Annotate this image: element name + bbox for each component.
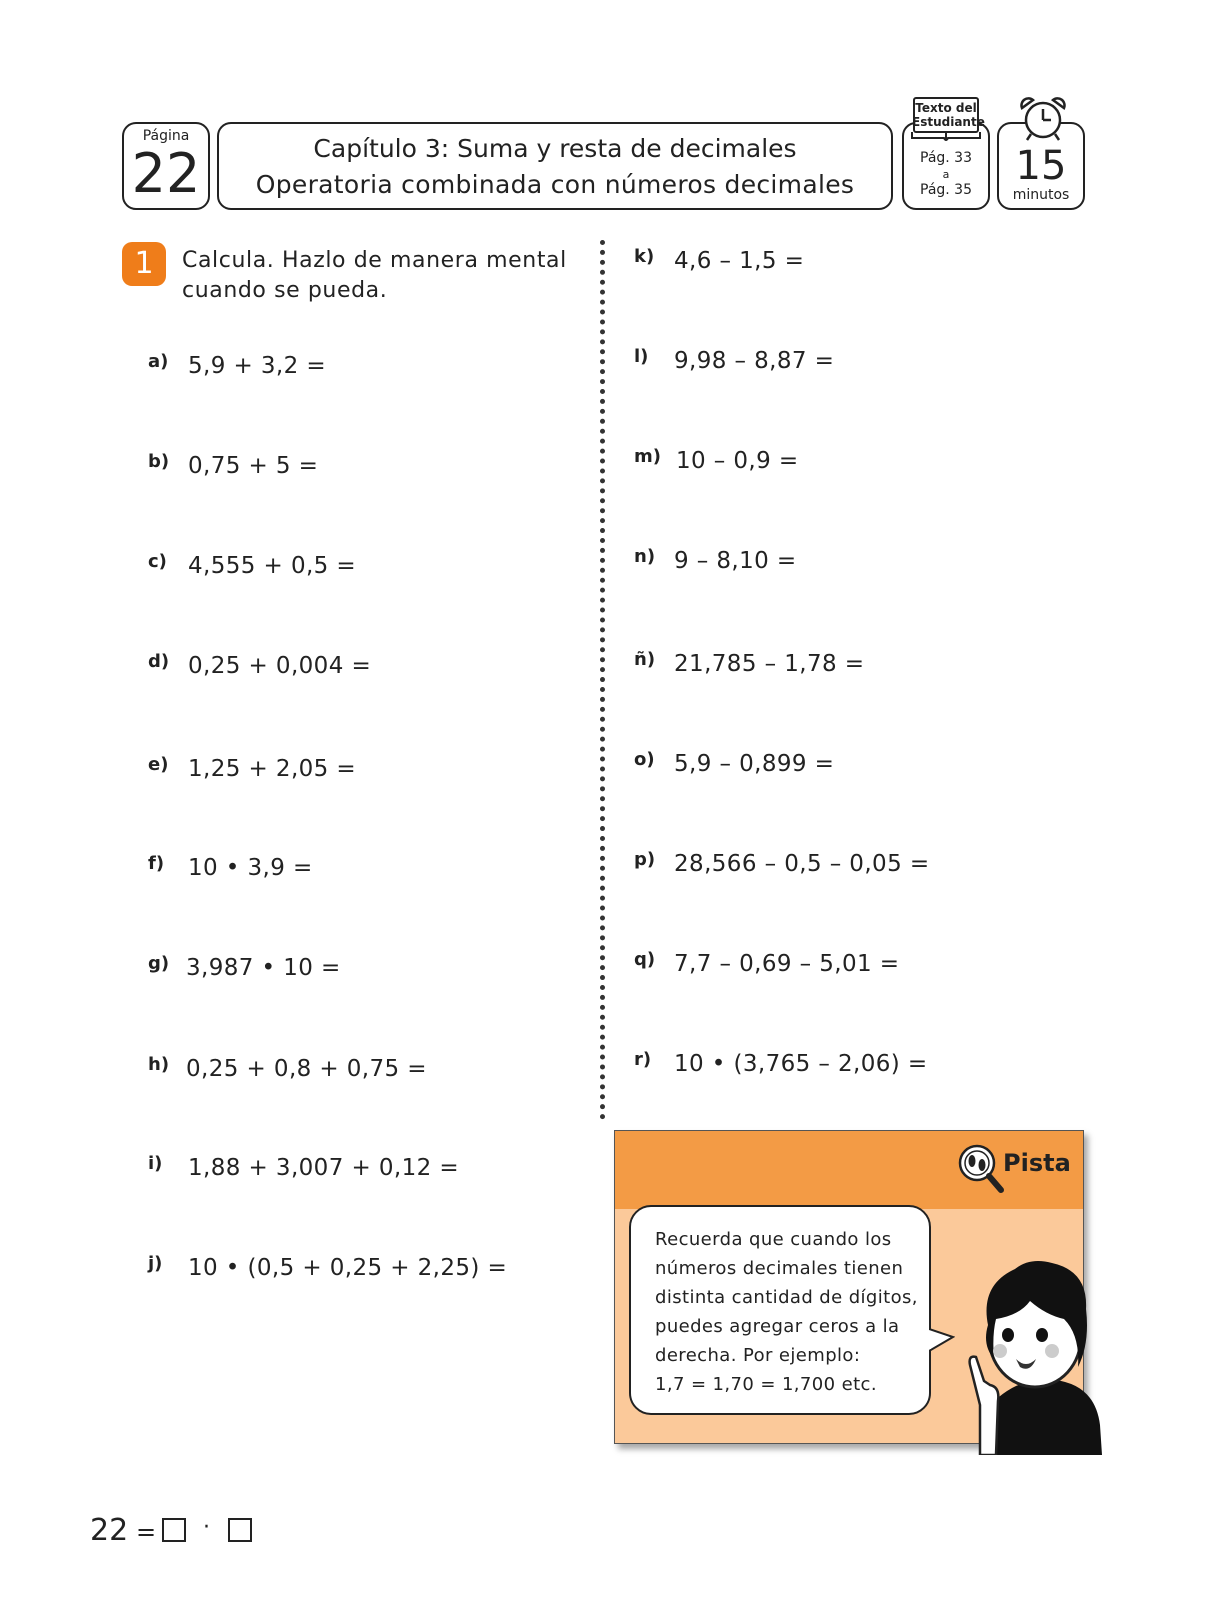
- exercise-expression: 5,9 + 3,2 =: [188, 353, 327, 379]
- exercise-expression: 0,25 + 0,004 =: [188, 653, 372, 679]
- instruction-line: Calcula. Hazlo de manera mental: [182, 248, 567, 273]
- exercise-expression: 21,785 – 1,78 =: [674, 651, 865, 677]
- textbook-label-2: Estudiante: [912, 115, 985, 129]
- textbook-page-from: Pág. 33: [920, 150, 972, 166]
- alarm-clock-icon: [1017, 96, 1069, 144]
- activity-number-badge: 1: [122, 242, 166, 286]
- exercise-expression: 10 • (0,5 + 0,25 + 2,25) =: [188, 1255, 508, 1281]
- hint-line: distinta cantidad de dígitos,: [655, 1287, 918, 1308]
- footer-equals: =: [136, 1518, 157, 1546]
- exercise-label: j): [148, 1253, 163, 1274]
- kid-illustration: [960, 1255, 1110, 1455]
- exercise-expression: 10 • 3,9 =: [188, 855, 313, 881]
- exercise-expression: 0,75 + 5 =: [188, 453, 319, 479]
- exercise-expression: 10 • (3,765 – 2,06) =: [674, 1051, 928, 1077]
- exercise-label: m): [634, 446, 661, 467]
- exercise-label: k): [634, 246, 655, 267]
- exercise-label: r): [634, 1049, 652, 1070]
- exercise-expression: 4,555 + 0,5 =: [188, 553, 357, 579]
- magnifier-footprints-icon: [955, 1141, 1009, 1197]
- footer-factor-box[interactable]: [228, 1518, 252, 1542]
- exercise-expression: 9 – 8,10 =: [674, 548, 797, 574]
- exercise-label: h): [148, 1054, 170, 1075]
- exercise-label: a): [148, 351, 169, 372]
- instruction-line: cuando se pueda.: [182, 278, 388, 303]
- exercise-label: f): [148, 853, 165, 874]
- timer-unit: minutos: [1012, 187, 1070, 203]
- exercise-label: g): [148, 953, 170, 974]
- exercise-label: q): [634, 949, 656, 970]
- exercise-label: e): [148, 754, 169, 775]
- exercise-expression: 5,9 – 0,899 =: [674, 751, 835, 777]
- hint-line: Recuerda que cuando los: [655, 1229, 892, 1250]
- exercise-label: ñ): [634, 649, 656, 670]
- speech-bubble: [629, 1205, 931, 1415]
- exercise-label: i): [148, 1153, 163, 1174]
- exercise-label: b): [148, 451, 170, 472]
- footer-page-number: 22: [90, 1513, 129, 1548]
- hint-line: puedes agregar ceros a la: [655, 1316, 900, 1337]
- column-divider: [600, 240, 605, 1120]
- chapter-title: Capítulo 3: Suma y resta de decimales: [313, 134, 797, 163]
- exercise-expression: 4,6 – 1,5 =: [674, 248, 805, 274]
- textbook-page-connector: a: [942, 168, 950, 181]
- exercise-expression: 9,98 – 8,87 =: [674, 348, 835, 374]
- exercise-expression: 10 – 0,9 =: [676, 448, 799, 474]
- exercise-expression: 7,7 – 0,69 – 5,01 =: [674, 951, 900, 977]
- exercise-label: p): [634, 849, 656, 870]
- hint-line: derecha. Por ejemplo:: [655, 1345, 861, 1366]
- timer-minutes: 15: [1015, 143, 1067, 189]
- footer-multiplication-dot: ·: [203, 1515, 210, 1540]
- exercise-label: o): [634, 749, 655, 770]
- page-number: 22: [131, 142, 201, 205]
- exercise-expression: 1,88 + 3,007 + 0,12 =: [188, 1155, 460, 1181]
- chapter-title-box: [217, 122, 893, 210]
- exercise-expression: 3,987 • 10 =: [186, 955, 341, 981]
- textbook-page-to: Pág. 35: [920, 182, 972, 198]
- speech-bubble-tail: [929, 1327, 955, 1357]
- exercise-label: n): [634, 546, 656, 567]
- activity-instruction: [182, 246, 582, 306]
- textbook-label: Texto del: [915, 101, 977, 115]
- hint-title: Pista: [1003, 1149, 1071, 1177]
- exercise-label: l): [634, 346, 649, 367]
- hint-line: números decimales tienen: [655, 1258, 904, 1279]
- exercise-expression: 28,566 – 0,5 – 0,05 =: [674, 851, 930, 877]
- hint-line: 1,7 = 1,70 = 1,700 etc.: [655, 1374, 877, 1395]
- page-label: Página: [142, 128, 190, 144]
- hint-text: [655, 1225, 925, 1399]
- footer-factor-box[interactable]: [162, 1518, 186, 1542]
- exercise-label: d): [148, 651, 170, 672]
- page-number-box: [122, 122, 210, 210]
- lesson-title: Operatoria combinada con números decimales: [255, 170, 855, 199]
- exercise-label: c): [148, 551, 167, 572]
- exercise-expression: 0,25 + 0,8 + 0,75 =: [186, 1056, 427, 1082]
- exercise-expression: 1,25 + 2,05 =: [188, 756, 357, 782]
